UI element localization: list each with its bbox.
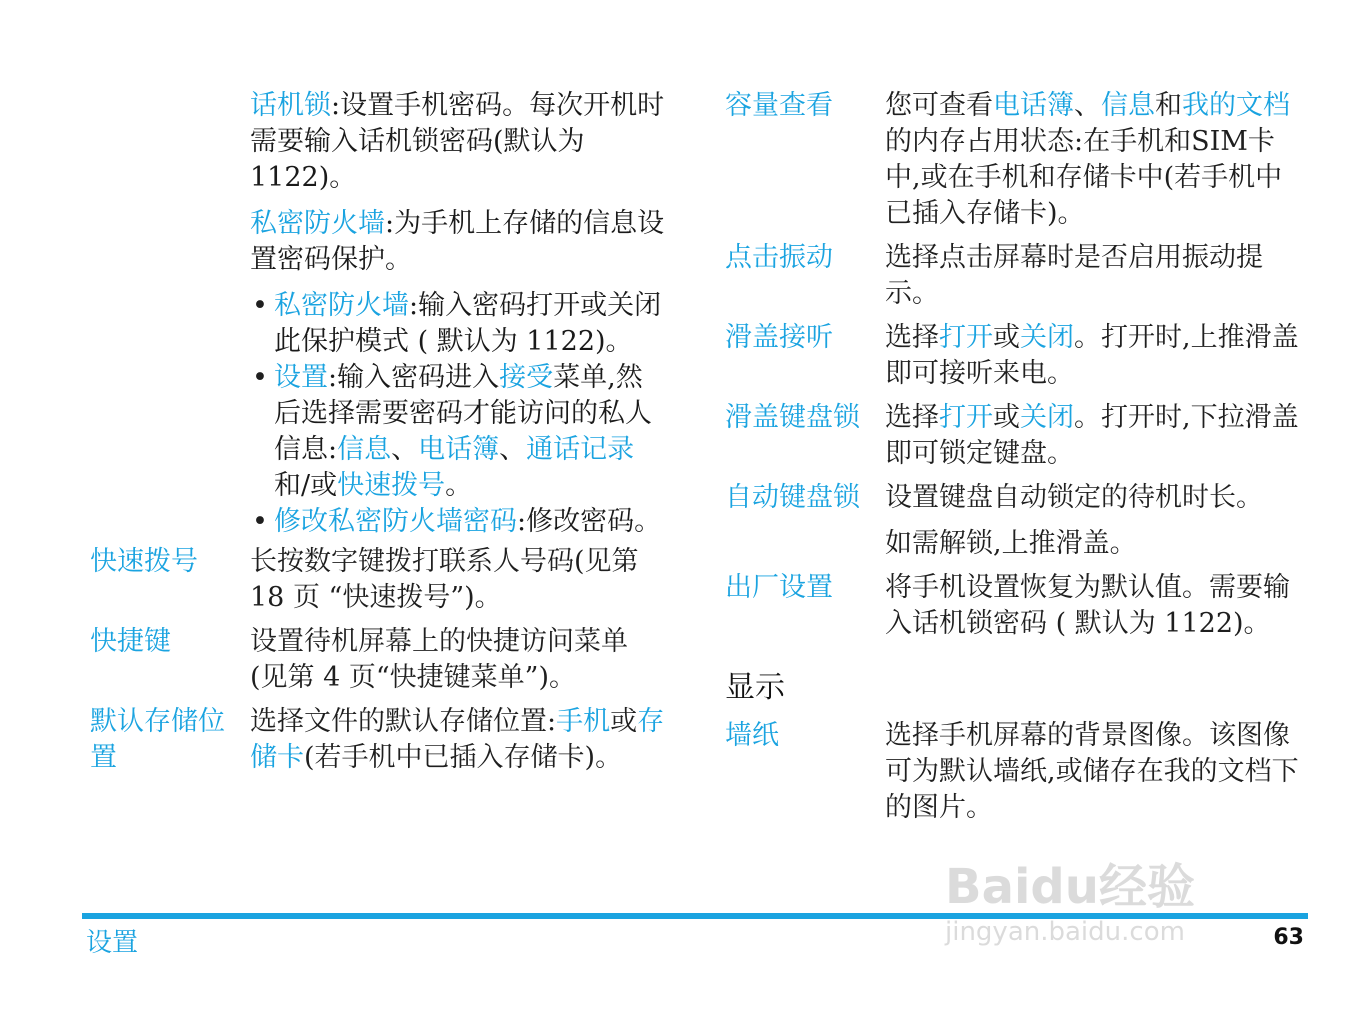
entry-description: 长按数字键拨打联系人号码(见第 18 页 “快速拨号”)。 — [250, 546, 639, 613]
entry-term: 默认存储位置 — [90, 706, 225, 773]
capacity-entry — [725, 88, 1305, 232]
firewall-bullet-list — [250, 288, 665, 540]
entry-term: 快速拨号 — [90, 546, 198, 577]
entry-term: 容量查看 — [725, 90, 833, 121]
shortcut-entry — [90, 624, 665, 696]
watermark-url: jingyan.baidu.com — [945, 917, 1185, 947]
page-number: 63 — [1273, 925, 1304, 950]
right-column — [725, 88, 1305, 834]
entry-term: 自动键盘锁 — [725, 482, 860, 513]
list-item: • 修改私密防火墙密码:修改密码。 — [250, 504, 665, 540]
entry-term: 滑盖键盘锁 — [725, 402, 860, 433]
watermark-logo: Baidu经验 — [945, 859, 1195, 915]
list-item: • 设置:输入密码进入接受菜单,然后选择需要密码才能访问的私人信息:信息、电话簿、通话记录和/或快速拨号。 — [250, 360, 665, 504]
auto-keylock-entry — [725, 480, 1305, 562]
wallpaper-entry — [725, 718, 1305, 826]
entry-term: 墙纸 — [725, 720, 779, 751]
entry-description: 您可查看电话簿、信息和我的文档的内存占用状态:在手机和SIM卡中,或在手机和存储卡中(若手机中已插入存储卡)。 — [885, 90, 1290, 229]
lock-text: 设置手机密码。每次开机时需要输入话机锁密码(默认为 1122)。 — [250, 90, 665, 193]
entry-description: 选择文件的默认存储位置:手机或存储卡(若手机中已插入存储卡)。 — [250, 706, 665, 773]
watermark — [945, 848, 1275, 968]
slide-answer-entry — [725, 320, 1305, 392]
tap-vibration-entry — [725, 240, 1305, 312]
entry-term: 出厂设置 — [725, 572, 833, 603]
entry-description: 选择打开或关闭。打开时,下拉滑盖即可锁定键盘。 — [885, 402, 1299, 469]
lock-term: 话机锁 — [250, 90, 331, 121]
entry-description: 设置键盘自动锁定的待机时长。 如需解锁,上推滑盖。 — [885, 480, 1305, 562]
firewall-term: 私密防火墙 — [250, 208, 385, 239]
firewall-text: 为手机上存储的信息设置密码保护。 — [250, 208, 665, 275]
list-item: • 私密防火墙:输入密码打开或关闭此保护模式 ( 默认为 1122)。 — [250, 288, 665, 360]
left-column — [90, 88, 665, 784]
lock-paragraph: 话机锁:设置手机密码。每次开机时需要输入话机锁密码(默认为 1122)。 — [250, 90, 665, 193]
firewall-paragraph: 私密防火墙:为手机上存储的信息设置密码保护。 — [250, 208, 665, 275]
entry-description: 将手机设置恢复为默认值。需要输入话机锁密码 ( 默认为 1122)。 — [885, 572, 1290, 639]
speed-dial-entry — [90, 544, 665, 616]
factory-reset-entry — [725, 570, 1305, 642]
entry-description: 设置待机屏幕上的快捷访问菜单(见第 4 页“快捷键菜单”)。 — [250, 626, 628, 693]
entry-description: 选择点击屏幕时是否启用振动提示。 — [885, 242, 1263, 309]
entry-description: 选择手机屏幕的背景图像。该图像可为默认墙纸,或储存在我的文档下的图片。 — [885, 720, 1299, 823]
default-storage-entry — [90, 704, 665, 776]
auto-keylock-note: 如需解锁,上推滑盖。 — [885, 528, 1137, 559]
entry-term: 点击振动 — [725, 242, 833, 273]
entry-term: 快捷键 — [90, 626, 171, 657]
footer-divider — [82, 913, 1308, 919]
footer-section-label: 设置 — [86, 928, 139, 958]
entry-description: 选择打开或关闭。打开时,上推滑盖即可接听来电。 — [885, 322, 1299, 389]
slide-keylock-entry — [725, 400, 1305, 472]
section-heading-display: 显示 — [725, 670, 785, 705]
entry-term: 滑盖接听 — [725, 322, 833, 353]
